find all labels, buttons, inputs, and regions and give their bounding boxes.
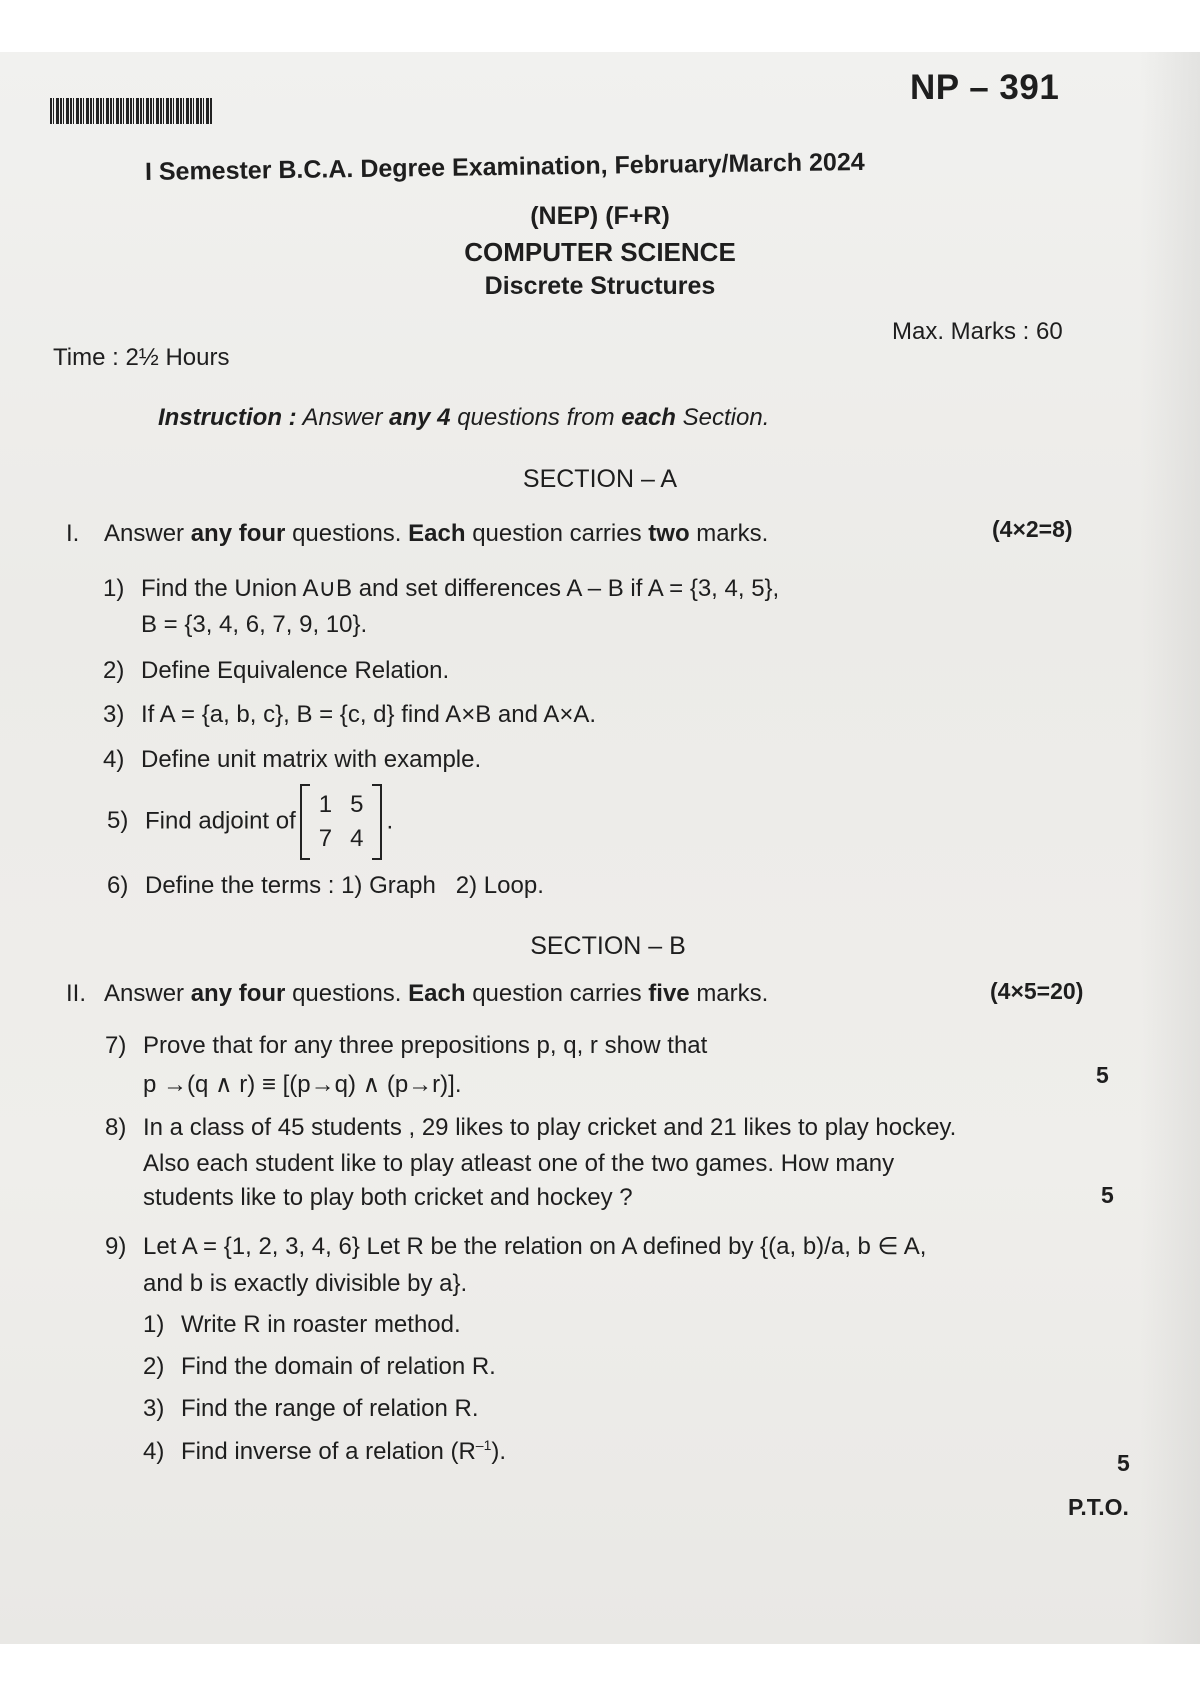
question-number: 5) <box>107 807 129 835</box>
section-b-marks: (4×5=20) <box>990 978 1084 1004</box>
question-2 <box>103 657 449 685</box>
section-b-heading <box>66 980 768 1008</box>
heading-text: marks. <box>696 520 769 547</box>
instruction-text: Section. <box>682 404 770 431</box>
heading-emphasis: any four <box>190 520 286 547</box>
question-4 <box>103 746 481 774</box>
question-number: 9) <box>105 1233 127 1260</box>
instruction-text: Answer <box>302 404 383 431</box>
heading-text: questions. <box>292 520 402 547</box>
question-7-continued: p →(q ∧ r) ≡ [(p→q) ∧ (p→r)]. <box>143 1071 462 1098</box>
matrix-cell: 7 <box>318 825 333 852</box>
question-number: 8) <box>105 1114 127 1141</box>
heading-emphasis: Each <box>408 980 466 1007</box>
question-7-marks: 5 <box>1096 1062 1109 1088</box>
heading-text: marks. <box>696 980 769 1007</box>
subject-title: COMPUTER SCIENCE <box>464 237 736 267</box>
exam-duration: Time : 2½ Hours <box>53 344 230 371</box>
subquestion-number: 1) <box>143 1311 165 1338</box>
instruction-text: questions from <box>457 404 615 431</box>
subquestion-number: 2) <box>143 1353 165 1380</box>
paper-title: Discrete Structures <box>484 272 716 300</box>
question-number: 7) <box>105 1032 127 1059</box>
question-text: Find adjoint of <box>145 807 296 835</box>
question-7 <box>105 1032 707 1060</box>
subquestion-number: 3) <box>143 1395 165 1422</box>
matrix-cell: 4 <box>350 825 364 852</box>
question-9-part-3 <box>143 1395 479 1423</box>
section-b-title: SECTION – B <box>530 932 686 960</box>
question-text: Define unit matrix with example. <box>141 746 482 773</box>
question-text: If A = {a, b, c}, B = {c, d} find A×B and A×A. <box>141 701 597 728</box>
question-8-marks: 5 <box>1101 1182 1114 1208</box>
section-a-title: SECTION – A <box>522 465 678 493</box>
question-9-part-4 <box>143 1437 506 1466</box>
question-text: Prove that for any three prepositions p, q, r show that <box>143 1032 708 1059</box>
question-1 <box>103 574 779 603</box>
question-group-number: II. <box>66 980 87 1007</box>
subquestion-text: Write R in roaster method. <box>181 1311 461 1338</box>
barcode <box>50 98 212 124</box>
instruction-label: Instruction : <box>158 404 297 431</box>
heading-text: Answer <box>104 520 185 547</box>
matrix-cell: 1 <box>318 791 333 818</box>
heading-text: question carries <box>472 980 642 1007</box>
subquestion-number: 4) <box>143 1438 165 1465</box>
question-text: Define the terms : 1) Graph 2) Loop. <box>145 872 544 899</box>
heading-text: question carries <box>472 520 642 547</box>
heading-emphasis: five <box>648 980 690 1007</box>
matrix-cell: 5 <box>350 791 364 818</box>
please-turn-over: P.T.O. <box>1068 1494 1129 1520</box>
question-number: 4) <box>103 746 125 773</box>
question-9-continued: and b is exactly divisible by a}. <box>143 1270 468 1297</box>
question-9-marks: 5 <box>1117 1450 1130 1476</box>
question-8-continued: Also each student like to play atleast one of the two games. How many <box>143 1150 895 1177</box>
heading-text: Answer <box>104 980 185 1007</box>
subquestion-text: Find the domain of relation R. <box>181 1353 496 1380</box>
section-a-marks: (4×2=8) <box>992 516 1073 542</box>
section-a-heading <box>66 520 768 548</box>
subquestion-text: Find the range of relation R. <box>181 1395 479 1422</box>
heading-emphasis: any four <box>190 980 286 1007</box>
question-8 <box>105 1114 956 1142</box>
question-9-part-1 <box>143 1311 461 1339</box>
heading-emphasis: Each <box>408 520 466 547</box>
question-9-part-2 <box>143 1353 496 1381</box>
instruction-emphasis: each <box>621 404 676 431</box>
question-text: Find the Union A∪B and set differences A – B if A = {3, 4, 5}, <box>141 575 780 602</box>
superscript: –1 <box>475 1437 492 1453</box>
question-3 <box>103 701 596 729</box>
exam-scheme: (NEP) (F+R) <box>530 202 670 230</box>
question-text: Let A = {1, 2, 3, 4, 6} Let R be the relation on A defined by {(a, b)/a, b ∈ A, <box>143 1233 927 1260</box>
matrix-2x2 <box>300 788 383 856</box>
question-number: 6) <box>107 872 129 899</box>
question-8-continued: students like to play both cricket and hockey ? <box>143 1184 633 1211</box>
subquestion-text: ). <box>491 1438 507 1465</box>
subquestion-text: Find inverse of a relation (R <box>181 1438 476 1465</box>
question-number: 2) <box>103 657 125 684</box>
question-text: . <box>386 807 394 835</box>
question-number: 1) <box>103 575 125 602</box>
question-text: Define Equivalence Relation. <box>141 657 450 684</box>
question-5 <box>107 788 393 856</box>
instruction-line <box>158 404 769 432</box>
heading-text: questions. <box>292 980 402 1007</box>
instruction-emphasis: any 4 <box>389 404 451 431</box>
paper-code: NP – 391 <box>910 68 1060 107</box>
question-group-number: I. <box>66 520 80 547</box>
question-9 <box>105 1232 926 1261</box>
heading-emphasis: two <box>648 520 690 547</box>
question-6 <box>107 872 544 900</box>
exam-title: I Semester B.C.A. Degree Examination, February/March 2024 <box>144 147 865 186</box>
max-marks: Max. Marks : 60 <box>892 318 1063 345</box>
question-text: In a class of 45 students , 29 likes to play cricket and 21 likes to play hockey. <box>143 1114 957 1141</box>
question-number: 3) <box>103 701 125 728</box>
question-1-continued: B = {3, 4, 6, 7, 9, 10}. <box>141 611 368 638</box>
